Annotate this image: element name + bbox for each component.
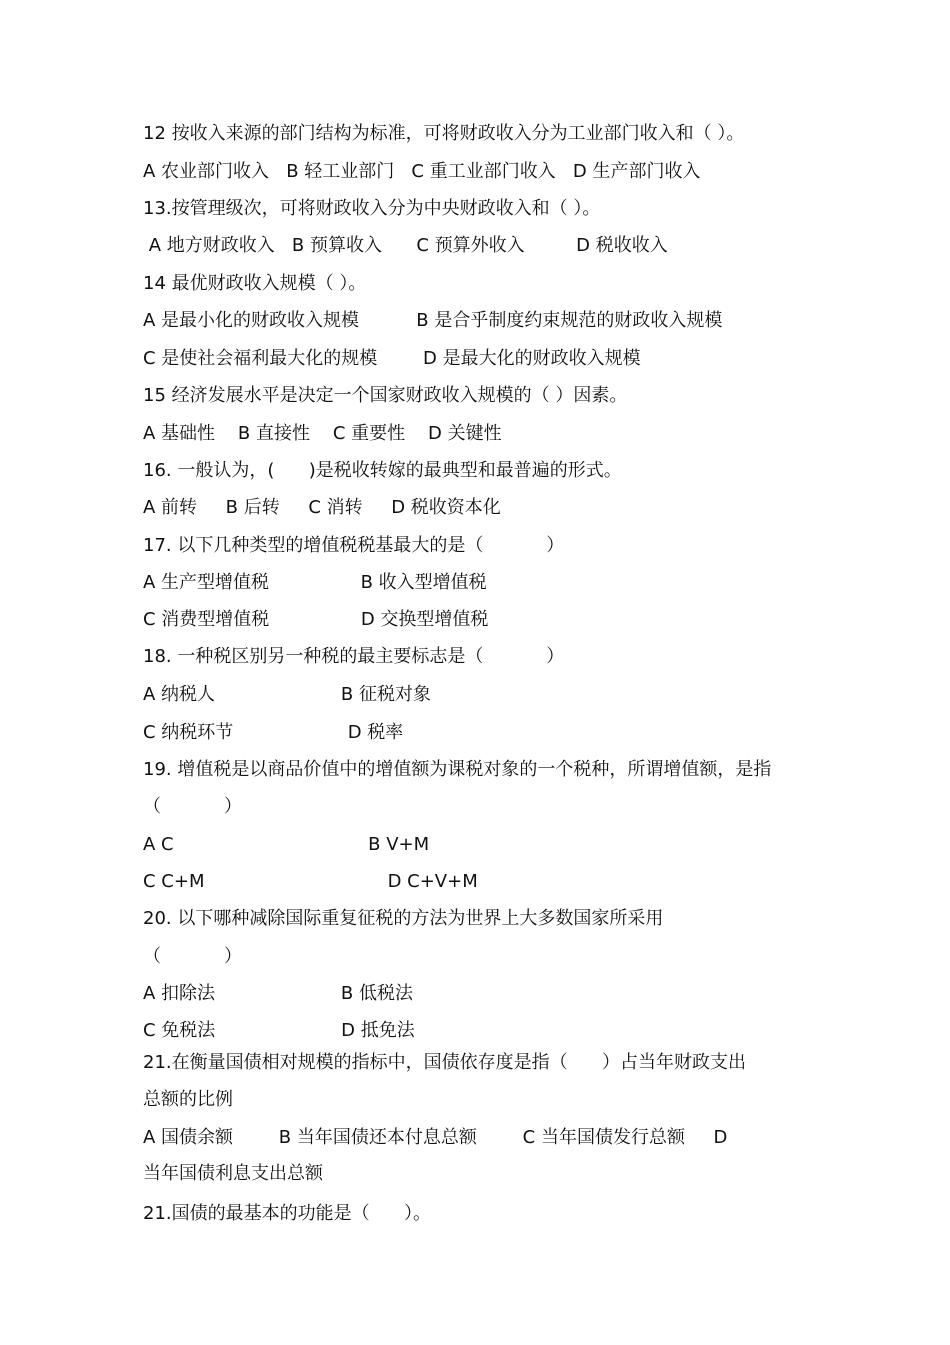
question-18-options-ab: A 纳税人 B 征税对象: [143, 684, 431, 705]
question-15-options: A 基础性 B 直接性 C 重要性 D 关键性: [143, 423, 502, 444]
question-20-blank: （ ）: [143, 946, 242, 967]
question-13-stem: 13.按管理级次，可将财政收入分为中央财政收入和（ ）。: [143, 198, 601, 219]
question-19-stem: 19. 增值税是以商品价值中的增值额为课税对象的一个税种，所谓增值额，是指: [143, 759, 772, 780]
question-17-options-ab: A 生产型增值税 B 收入型增值税: [143, 572, 487, 593]
question-14-options-ab: A 是最小化的财政收入规模 B 是合乎制度约束规范的财政收入规模: [143, 310, 723, 331]
question-21-stem-cont: 总额的比例: [143, 1089, 233, 1110]
question-19-options-cd: C C+M D C+V+M: [143, 871, 478, 892]
question-19-blank: （ ）: [143, 796, 242, 817]
question-20-options-ab: A 扣除法 B 低税法: [143, 983, 413, 1004]
question-14-stem: 14 最优财政收入规模（ ）。: [143, 273, 367, 294]
question-20-stem: 20. 以下哪种减除国际重复征税的方法为世界上大多数国家所采用: [143, 908, 664, 929]
question-16-options: A 前转 B 后转 C 消转 D 税收资本化: [143, 497, 501, 518]
question-13-options: A 地方财政收入 B 预算收入 C 预算外收入 D 税收收入: [143, 235, 668, 256]
question-14-options-cd: C 是使社会福利最大化的规模 D 是最大化的财政收入规模: [143, 348, 641, 369]
question-20-options-cd: C 免税法 D 抵免法: [143, 1020, 415, 1041]
question-18-stem: 18. 一种税区别另一种税的最主要标志是（ ）: [143, 646, 565, 667]
question-21-stem: 21.在衡量国债相对规模的指标中，国债依存度是指（ ）占当年财政支出: [143, 1052, 746, 1073]
question-12-options: A 农业部门收入 B 轻工业部门 C 重工业部门收入 D 生产部门收入: [143, 161, 701, 182]
question-21-options-cont: 当年国债利息支出总额: [143, 1163, 323, 1184]
question-15-stem: 15 经济发展水平是决定一个国家财政收入规模的（ ）因素。: [143, 385, 628, 406]
question-12-stem: 12 按收入来源的部门结构为标准，可将财政收入分为工业部门收入和（ ）。: [143, 123, 745, 144]
question-21-options: A 国债余额 B 当年国债还本付息总额 C 当年国债发行总额 D: [143, 1127, 728, 1148]
question-18-options-cd: C 纳税环节 D 税率: [143, 722, 404, 743]
question-19-options-ab: A C B V+M: [143, 834, 430, 855]
question-17-options-cd: C 消费型增值税 D 交换型增值税: [143, 609, 489, 630]
question-17-stem: 17. 以下几种类型的增值税税基最大的是（ ）: [143, 535, 565, 556]
question-21b-stem: 21.国债的最基本的功能是（ ）。: [143, 1203, 431, 1224]
question-16-stem: 16. 一般认为，( )是税收转嫁的最典型和最普遍的形式。: [143, 460, 622, 481]
